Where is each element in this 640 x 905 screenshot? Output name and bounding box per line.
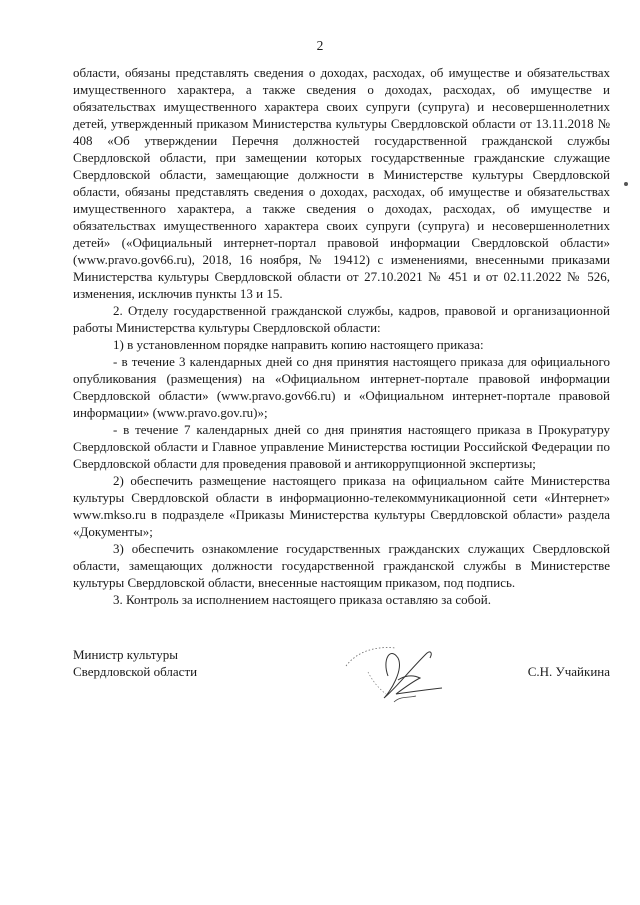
document-body	[73, 64, 610, 608]
paragraph-dash-publication: - в течение 3 календарных дней со дня принятия настоящего приказа для официального опубликования (размещения) на «Официальном интернет-портале правовой информации Свердловской области» (www.pravo.gov66.ru) и «Официальном интернет-портале правовой информации» (www.pravo.gov.ru)»;	[73, 354, 610, 420]
paragraph-continuation: области, обязаны представлять сведения о доходах, расходах, об имуществе и обязательствах имущественного характера, а также сведения о доходах, расходах, об имуществе и обязательствах имущественного характера своих супруги (супруга) и несовершеннолетних детей, утвержденный приказом Министерства культуры Свердловской области от 13.11.2018 № 408 «Об утверждении Перечня должностей государственной гражданской службы Свердловской области, при замещении которых государственные гражданские служащие Свердловской области, замещающие должности в Министерстве культуры Свердловской области, обязаны представлять сведения о доходах, расходах, об имуществе и обязательствах имущественного характера, а также сведения о доходах, расходах, об имуществе и обязательствах имущественного характера своих супруги (супруга) и несовершеннолетних детей» («Официальный интернет-портал правовой информации Свердловской области» (www.pravo.gov66.ru), 2018, 16 ноября, № 19412) с изменениями, внесенными приказами Министерства культуры Свердловской области от 27.10.2021 № 451 и от 02.11.2022 № 526, изменения, исключив пункты 13 и 15.	[73, 65, 610, 301]
paragraph-item-3: 3. Контроль за исполнением настоящего приказа оставляю за собой.	[113, 592, 491, 607]
paragraph-subitem-2: 2) обеспечить размещение настоящего приказа на официальном сайте Министерства культуры Свердловской области в информационно-телекоммуникационной сети «Интернет» www.mkso.ru в подразделе «Приказы Министерства культуры Свердловской области» раздела «Документы»;	[73, 473, 610, 539]
paragraph-item-2: 2. Отделу государственной гражданской службы, кадров, правовой и организационной работы Министерства культуры Свердловской области:	[73, 303, 610, 335]
signer-title-line-2: Свердловской области	[73, 664, 198, 679]
paragraph-dash-prosecutor: - в течение 7 календарных дней со дня принятия настоящего приказа в Прокуратуру Свердловской области и Главное управление Министерства юстиции Российской Федерации по Свердловской области для проведения правовой и антикоррупционной экспертизы;	[73, 422, 610, 471]
signer-name: С.Н. Учайкина	[527, 664, 610, 679]
signature-block	[73, 646, 610, 726]
paragraph-subitem-1: 1) в установленном порядке направить копию настоящего приказа:	[113, 337, 484, 352]
handwritten-signature	[338, 636, 458, 716]
signer-title	[73, 646, 197, 680]
signer-title-line-1: Министр культуры	[73, 647, 179, 662]
scan-dot	[624, 182, 628, 186]
page-number: 2	[316, 38, 324, 53]
paragraph-subitem-3: 3) обеспечить ознакомление государственных гражданских служащих Свердловской области, замещающих должности государственной гражданской службы в Министерстве культуры Свердловской области, внесенные настоящим приказом, под подпись.	[73, 541, 610, 590]
